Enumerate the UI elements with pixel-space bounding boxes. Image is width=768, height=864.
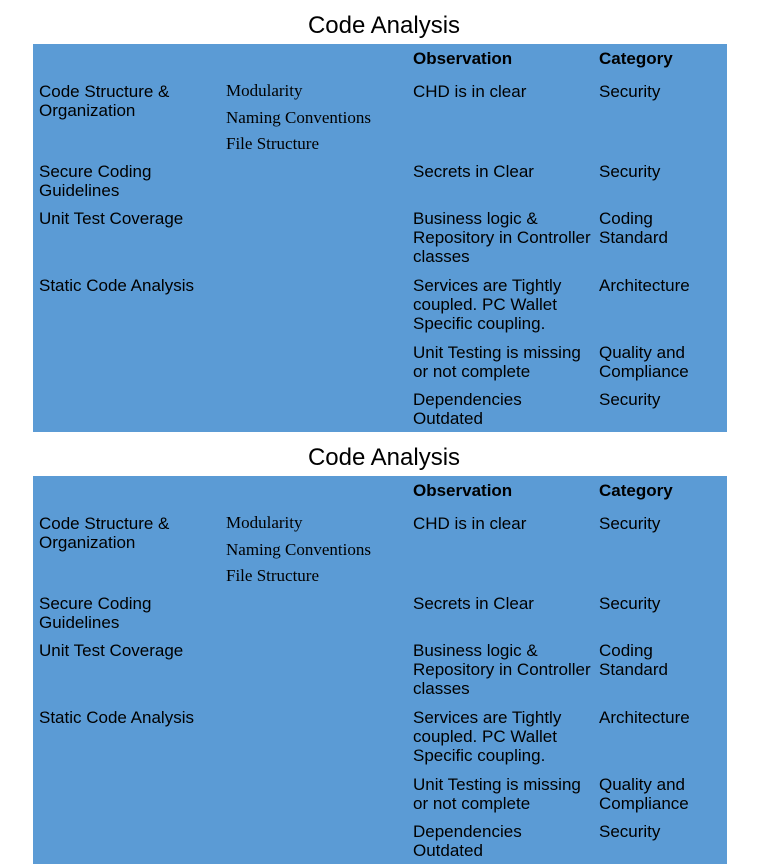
area-secure-coding: Secure Coding Guidelines	[39, 162, 152, 200]
observation: Secrets in Clear	[413, 162, 534, 181]
observation: Services are Tightly coupled. PC Wallet Specific coupling.	[413, 708, 562, 765]
area-secure-coding: Secure Coding Guidelines	[39, 594, 152, 632]
category: Quality and Compliance	[599, 343, 689, 381]
sub-item-modularity: Modularity	[226, 81, 303, 100]
observation: Dependencies Outdated	[413, 822, 522, 860]
observation-header: Observation	[413, 49, 513, 68]
sub-item-file-structure: File Structure	[226, 566, 320, 585]
panel-title: Code Analysis	[307, 444, 461, 471]
category: Architecture	[599, 276, 690, 295]
area-code-structure: Code Structure & Organization	[39, 82, 170, 120]
category: Coding Standard	[599, 209, 668, 247]
area-static-analysis: Static Code Analysis	[39, 708, 194, 727]
category: Security	[599, 162, 661, 181]
category: Architecture	[599, 708, 690, 727]
observation: Secrets in Clear	[413, 594, 534, 613]
category-header: Category	[599, 481, 673, 500]
observation-header: Observation	[413, 481, 513, 500]
sub-item-naming: Naming Conventions	[226, 540, 371, 559]
category: Security	[599, 822, 661, 841]
sub-item-file-structure: File Structure	[226, 134, 320, 153]
observation: Unit Testing is missing or not complete	[413, 775, 581, 813]
category-header: Category	[599, 49, 673, 68]
category: Security	[599, 82, 661, 101]
analysis-table	[33, 476, 727, 864]
category: Security	[599, 594, 661, 613]
code-analysis-panel	[0, 432, 768, 864]
observation: Services are Tightly coupled. PC Wallet Specific coupling.	[413, 276, 562, 333]
area-static-analysis: Static Code Analysis	[39, 276, 194, 295]
observation: Business logic & Repository in Controller classes	[413, 641, 591, 698]
sub-item-modularity: Modularity	[226, 513, 303, 532]
category: Quality and Compliance	[599, 775, 689, 813]
area-code-structure: Code Structure & Organization	[39, 514, 170, 552]
observation: Business logic & Repository in Controller classes	[413, 209, 591, 266]
observation: CHD is in clear	[413, 82, 527, 101]
observation: Unit Testing is missing or not complete	[413, 343, 581, 381]
area-unit-test: Unit Test Coverage	[39, 209, 184, 228]
panel-title: Code Analysis	[307, 12, 461, 39]
category: Security	[599, 514, 661, 533]
category: Coding Standard	[599, 641, 668, 679]
observation: Dependencies Outdated	[413, 390, 522, 428]
area-unit-test: Unit Test Coverage	[39, 641, 184, 660]
analysis-table	[33, 44, 727, 432]
category: Security	[599, 390, 661, 409]
sub-item-naming: Naming Conventions	[226, 108, 371, 127]
observation: CHD is in clear	[413, 514, 527, 533]
